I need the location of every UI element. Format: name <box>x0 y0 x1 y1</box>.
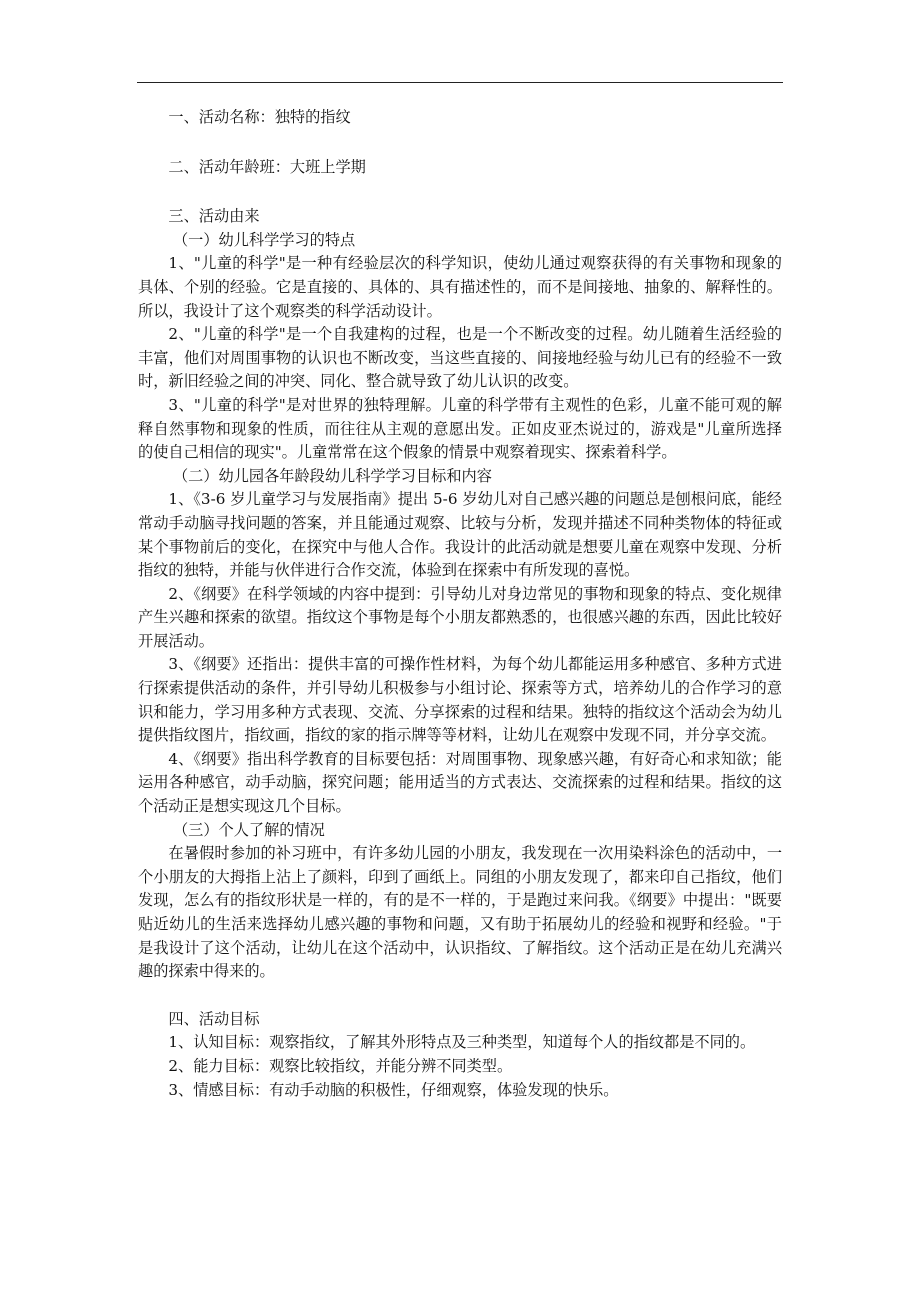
document-body <box>138 106 782 1102</box>
section3-sub1-paragraph: 2、"儿童的科学"是一个自我建构的过程，也是一个不断改变的过程。幼儿随着生活经验的丰富，他们对周围事物的认识也不断改变，当这些直接的、间接地经验与幼儿已有的经验不一致时，新旧经验之间的冲突、同化、整合就导致了幼儿认识的改变。 <box>138 325 782 391</box>
section4-heading: 四、活动目标 <box>168 1009 260 1028</box>
section3-sub2-paragraph: 2、《纲要》在科学领域的内容中提到：引导幼儿对身边常见的事物和现象的特点、变化规律产生兴趣和探索的欲望。指纹这个事物是每个小朋友都熟悉的，也很感兴趣的东西，因此比较好开展活动。 <box>138 584 782 650</box>
section3-sub1-paragraph: 3、"儿童的科学"是对世界的独特理解。儿童的科学带有主观性的色彩，儿童不能可观的解释自然事物和现象的性质，而往往从主观的意愿出发。正如皮亚杰说过的，游戏是"儿童所选择的使自己相信的现实"。儿童常常在这个假象的情景中观察着现实、探索着科学。 <box>138 395 782 462</box>
section3-sub1-paragraph: 1、"儿童的科学"是一种有经验层次的科学知识，使幼儿通过观察获得的有关事物和现象的具体、个别的经验。它是直接的、具体的、具有描述性的，而不是间接地、抽象的、解释性的。所以，我设计了这个观察类的科学活动设计。 <box>138 254 782 320</box>
section3-sub3-heading: （三）个人了解的情况 <box>172 820 325 839</box>
activity-age-group: 二、活动年龄班：大班上学期 <box>168 157 366 176</box>
section3-sub2-paragraph: 3、《纲要》还指出：提供丰富的可操作性材料，为每个幼儿都能运用多种感官、多种方式进行探索提供活动的条件，并引导幼儿积极参与小组讨论、探索等方式，培养幼儿的合作学习的意识和能力，学习用多种方式表现、交流、分享探索的过程和结果。独特的指纹这个活动会为幼儿提供指纹图片，指纹画，指纹的家的指示牌等等材料，让幼儿在观察中发现不同，并分享交流。 <box>138 655 782 745</box>
section3-sub2-paragraph: 4、《纲要》指出科学教育的目标要包括：对周围事物、现象感兴趣，有好奇心和求知欲；能运用各种感官，动手动脑，探究问题；能用适当的方式表达、交流探索的过程和结果。指纹的这个活动正是想实现这几个目标。 <box>138 749 782 816</box>
section3-sub2-paragraph: 1、《3-6 岁儿童学习与发展指南》提出 5-6 岁幼儿对自己感兴趣的问题总是刨根问底，能经常动手动脑寻找问题的答案，并且能通过观察、比较与分析，发现并描述不同种类物体的特征或某个事物前后的变化，在探究中与他人合作。我设计的此活动就是想要儿童在观察中发现、分析指纹的独特，并能与伙伴进行合作交流，体验到在探索中有所发现的喜悦。 <box>138 490 782 580</box>
section3-sub3-paragraph: 在暑假时参加的补习班中，有许多幼儿园的小朋友，我发现在一次用染料涂色的活动中，一个小朋友的大拇指上沾上了颜料，印到了画纸上。同组的小朋友发现了，都来印自己指纹，他们发现，怎么有的指纹形状是一样的，有的是不一样的，于是跑过来问我。《纲要》中提出："既要贴近幼儿的生活来选择幼儿感兴趣的事物和问题，又有助于拓展幼儿的经验和视野和经验。"于是我设计了这个活动，让幼儿在这个活动中，认识指纹、了解指纹。这个活动正是在幼儿充满兴趣的探索中得来的。 <box>138 844 782 981</box>
section4-item: 3、情感目标：有动手动脑的积极性，仔细观察，体验发现的快乐。 <box>168 1080 619 1099</box>
section4-item: 2、能力目标：观察比较指纹，并能分辨不同类型。 <box>168 1056 513 1075</box>
activity-name: 一、活动名称：独特的指纹 <box>168 108 351 126</box>
section4-item: 1、认知目标：观察指纹，了解其外形特点及三种类型，知道每个人的指纹都是不同的。 <box>168 1033 756 1052</box>
section3-sub2-heading: （二）幼儿园各年龄段幼儿科学学习目标和内容 <box>172 466 492 485</box>
header-rule <box>137 82 783 83</box>
section3-sub1-heading: （一）幼儿科学学习的特点 <box>172 230 356 249</box>
section3-heading: 三、活动由来 <box>168 207 260 226</box>
